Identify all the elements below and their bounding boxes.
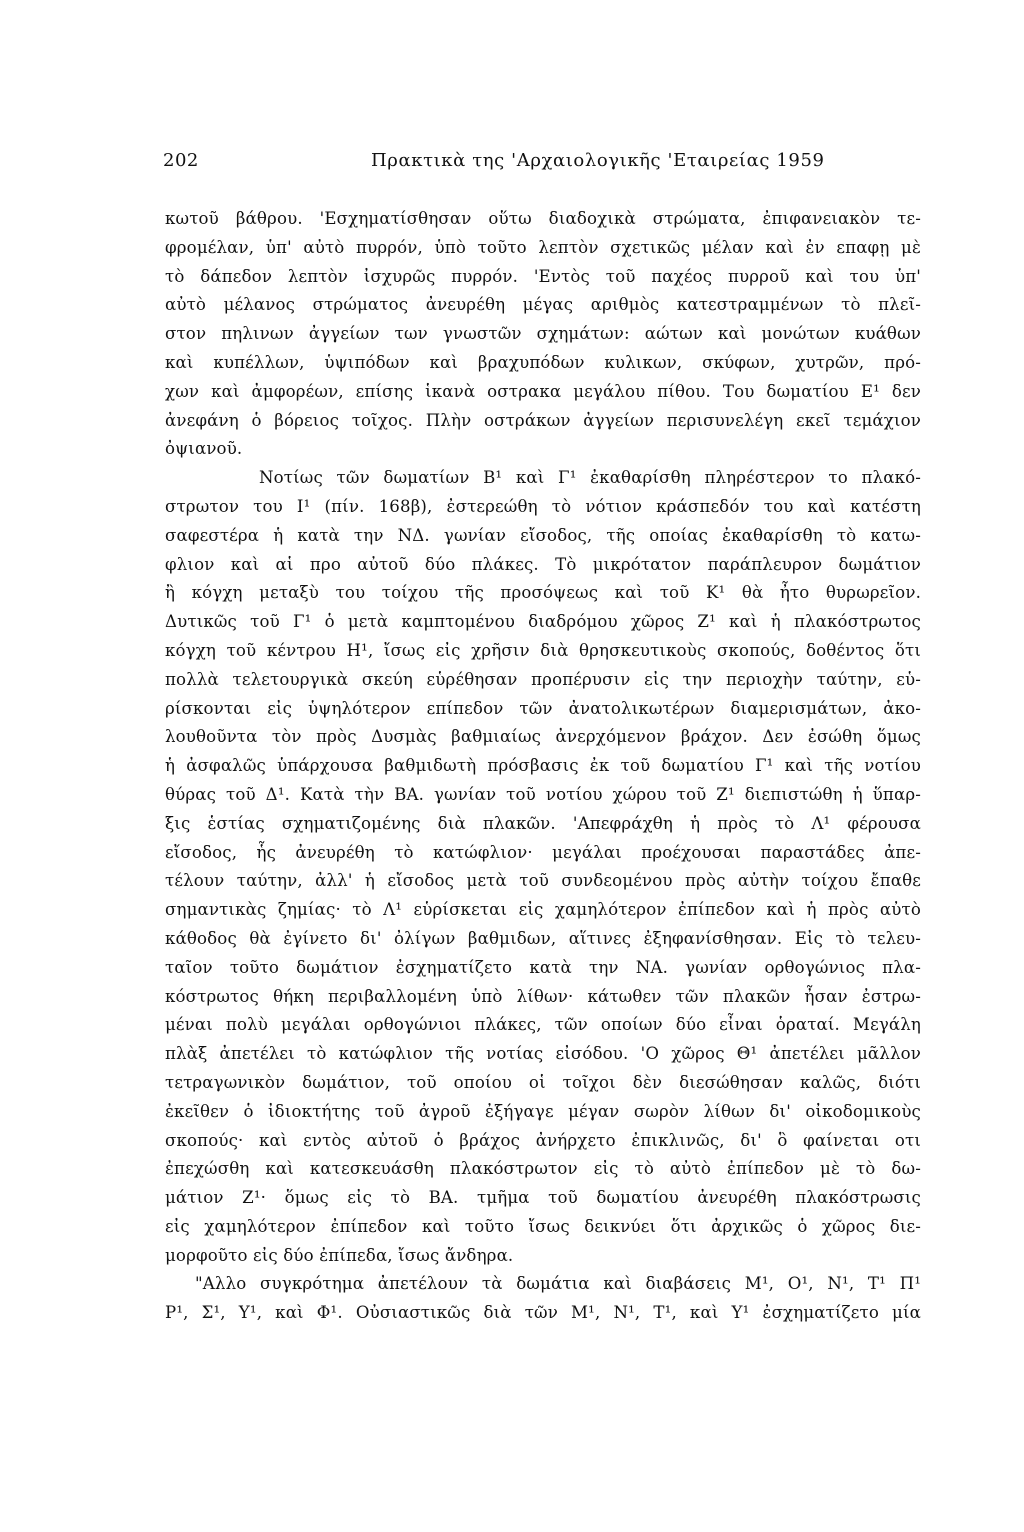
text-line: αὐτὸ μέλανος στρώματος ἀνευρέθη μέγας αριθμὸς κατεστραμμένων τὸ πλεῖ- [165, 295, 921, 315]
text-line: "Αλλο συγκρότημα ἀπετέλουν τὰ δωμάτια καὶ διαβάσεις Μ¹, Ο¹, Ν¹, Τ¹ Π¹ [195, 1274, 921, 1294]
body-text [165, 205, 921, 1328]
text-line: μορφοῦτο εἰς δύο ἐπίπεδα, ἴσως ἄνδηρα. [165, 1245, 514, 1265]
text-line: Νοτίως τῶν δωματίων Β¹ καὶ Γ¹ ἐκαθαρίσθη πληρέστερον το πλακό- [259, 468, 921, 488]
text-line: εἰς χαμηλότερον ἐπίπεδον καὶ τοῦτο ἴσως δεικνύει ὅτι ἀρχικῶς ὁ χῶρος διε- [165, 1216, 921, 1236]
text-line: τὸ δάπεδον λεπτὸν ἰσχυρῶς πυρρόν. 'Εντὸς τοῦ παχέος πυρροῦ καὶ του ὑπ' [165, 266, 921, 286]
text-line: ταῖον τοῦτο δωμάτιον ἐσχηματίζετο κατὰ την ΝΑ. γωνίαν ορθογώνιος πλα- [165, 957, 921, 977]
text-line: φρομέλαν, ὑπ' αὐτὸ πυρρόν, ὑπὸ τοῦτο λεπτὸν σχετικῶς μέλαν καὶ ἐν επαφῃ μὲ [165, 237, 921, 257]
text-line: λουθοῦντα τὸν πρὸς Δυσμὰς βαθμιαίως ἀνερχόμενον βράχον. Δεν ἐσώθη ὅμως [165, 727, 921, 747]
text-line: ἐπεχώσθη καὶ κατεσκευάσθη πλακόστρωτον εἰς τὸ αὐτὸ ἐπίπεδον μὲ τὸ δω- [165, 1159, 921, 1179]
text-line: ἐκεῖθεν ὁ ἰδιοκτήτης τοῦ ἀγροῦ ἐξήγαγε μέγαν σωρὸν λίθων δι' οἰκοδομικοὺς [165, 1101, 921, 1121]
page-header [163, 150, 919, 186]
text-line: ὀψιανοῦ. [165, 439, 243, 459]
text-line: ρίσκονται εἰς ὑψηλότερον επίπεδον τῶν ἀνατολικωτέρων διαμερισμάτων, ἀκο- [165, 698, 921, 718]
text-line: εἴσοδος, ἧς ἀνευρέθη τὸ κατώφλιον· μεγάλαι προέχουσαι παραστάδες ἀπε- [165, 842, 921, 862]
text-line: πλὰξ ἀπετέλει τὸ κατώφλιον τῆς νοτίας εἰσόδου. 'Ο χῶρος Θ¹ ἀπετέλει μᾶλλον [165, 1044, 921, 1064]
text-line: κάθοδος θὰ ἐγίνετο δι' ὀλίγων βαθμιδων, αἵτινες ἐξηφανίσθησαν. Εἰς τὸ τελευ- [165, 928, 921, 948]
text-line: φλιον καὶ αἱ προ αὐτοῦ δύο πλάκες. Τὸ μικρότατον παράπλευρον δωμάτιον [165, 554, 921, 574]
text-line: Ρ¹, Σ¹, Υ¹, καὶ Φ¹. Οὐσιαστικῶς διὰ τῶν Μ¹, Ν¹, Τ¹, καὶ Υ¹ ἐσχηματίζετο μία [165, 1303, 921, 1323]
text-line: μέναι πολὺ μεγάλαι ορθογώνιοι πλάκες, τῶν οποίων δύο εἶναι ὁραταί. Μεγάλη [165, 1015, 921, 1035]
text-line: μάτιον Ζ¹· ὅμως εἰς τὸ ΒΑ. τμῆμα τοῦ δωματίου ἀνευρέθη πλακόστρωσις [165, 1188, 921, 1208]
text-line: Δυτικῶς τοῦ Γ¹ ὁ μετὰ καμπτομένου διαδρόμου χῶρος Ζ¹ καὶ ἡ πλακόστρωτος [165, 612, 921, 632]
text-line: πολλὰ τελετουργικὰ σκεύη εὑρέθησαν προπέρυσιν εἰς την περιοχὴν ταύτην, εὑ- [165, 669, 921, 689]
text-line: κόστρωτος θήκη περιβαλλομένη ὑπὸ λίθων· κάτωθεν τῶν πλακῶν ἦσαν ἐστρω- [165, 986, 921, 1006]
text-line: ἡ ἀσφαλῶς ὑπάρχουσα βαθμιδωτὴ πρόσβασις ἐκ τοῦ δωματίου Γ¹ καὶ τῆς νοτίου [165, 756, 921, 776]
running-title: Πρακτικὰ της 'Αρχαιολογικῆς 'Εταιρείας 1959 [371, 150, 825, 171]
text-line: σαφεστέρα ἡ κατὰ την ΝΔ. γωνίαν εἴσοδος, τῆς οποίας ἐκαθαρίσθη τὸ κατω- [165, 525, 921, 545]
text-line: ξις ἑστίας σχηματιζομένης διὰ πλακῶν. 'Απεφράχθη ἡ πρὸς τὸ Λ¹ φέρουσα [165, 813, 921, 833]
text-line: χων καὶ ἀμφορέων, επίσης ἱκανὰ οστρακα μεγάλου πίθου. Του δωματίου Ε¹ δεν [165, 381, 921, 401]
text-line: κωτοῦ βάθρου. 'Εσχηματίσθησαν οὕτω διαδοχικὰ στρώματα, ἐπιφανειακὸν τε- [165, 209, 921, 228]
text-line: τετραγωνικὸν δωμάτιον, τοῦ οποίου οἱ τοῖχοι δὲν διεσώθησαν καλῶς, διότι [165, 1072, 921, 1092]
text-line: κόγχη τοῦ κέντρου Η¹, ἴσως εἰς χρῆσιν διὰ θρησκευτικοὺς σκοπούς, δοθέντος ὅτι [165, 640, 921, 660]
text-line: σκοπούς· καὶ εντὸς αὐτοῦ ὁ βράχος ἀνήρχετο ἐπικλινῶς, δι' ὃ φαίνεται οτι [165, 1130, 921, 1150]
text-line: ἢ κόγχη μεταξὺ του τοίχου τῆς προσόψεως καὶ τοῦ Κ¹ θὰ ἦτο θυρωρεῖον. [165, 583, 921, 603]
page-number: 202 [163, 150, 199, 171]
text-line: σημαντικὰς ζημίας· τὸ Λ¹ εὑρίσκεται εἰς χαμηλότερον ἐπίπεδον καὶ ἡ πρὸς αὐτὸ [165, 900, 921, 920]
text-line: στρωτον του Ι¹ (πίν. 168β), ἐστερεώθη τὸ νότιον κράσπεδόν του καὶ κατέστη [165, 496, 921, 516]
text-line: στον πηλινων ἀγγείων των γνωστῶν σχημάτων: αώτων καὶ μονώτων κυάθων [165, 324, 921, 344]
text-line: καὶ κυπέλλων, ὑψιπόδων καὶ βραχυπόδων κυλικων, σκύφων, χυτρῶν, πρό- [165, 352, 921, 372]
text-line: τέλουν ταύτην, ἀλλ' ἡ εἴσοδος μετὰ τοῦ συνδεομένου πρὸς αὐτὴν τοίχου ἔπαθε [165, 871, 921, 891]
text-line: θύρας τοῦ Δ¹. Κατὰ τὴν ΒΑ. γωνίαν τοῦ νοτίου χώρου τοῦ Ζ¹ διεπιστώθη ἡ ὕπαρ- [165, 784, 921, 804]
text-line: ἀνεφάνη ὁ βόρειος τοῖχος. Πλὴν οστράκων ἀγγείων περισυνελέγη εκεῖ τεμάχιον [165, 410, 921, 430]
